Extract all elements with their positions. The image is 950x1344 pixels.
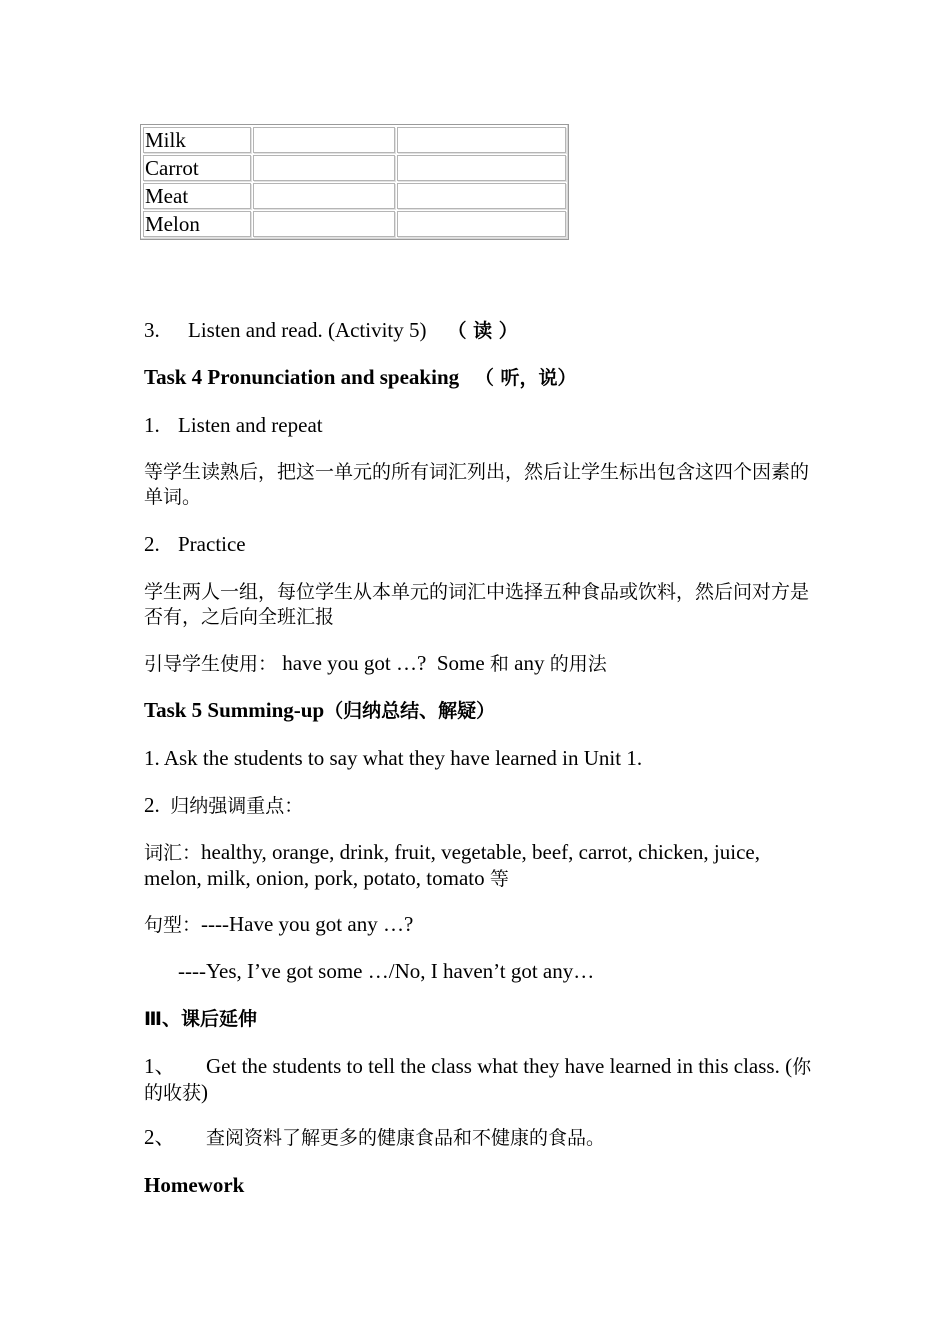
food-table bbox=[140, 124, 569, 240]
heading-note: （归纳总结、解疑） bbox=[324, 700, 496, 722]
listen-read-item bbox=[144, 318, 518, 344]
task4-item-2 bbox=[144, 532, 246, 557]
table-cell-empty bbox=[397, 211, 566, 237]
table-row bbox=[143, 211, 566, 237]
guide-cn: 引导学生使用： bbox=[144, 653, 278, 675]
item-text: Practice bbox=[178, 532, 246, 556]
vocab-list: healthy, orange, drink, fruit, vegetable, beef, carrot, chicken, juice, melon, milk, onion, pork, potato, tomato bbox=[144, 840, 760, 890]
task4-item-1 bbox=[144, 413, 323, 438]
item-text: 查阅资料了解更多的健康食品和不健康的食品。 bbox=[206, 1127, 606, 1149]
guide-cn: 的用法 bbox=[549, 653, 607, 675]
task5-heading bbox=[144, 698, 495, 724]
table-cell-label: Carrot bbox=[143, 155, 251, 181]
vocab-suffix: 等 bbox=[489, 868, 509, 890]
pattern-text: ----Have you got any …? bbox=[201, 912, 414, 936]
table-cell-label: Melon bbox=[143, 211, 251, 237]
table-cell-empty bbox=[253, 155, 395, 181]
table-cell-empty bbox=[397, 155, 566, 181]
vocab-label: 词汇： bbox=[144, 842, 202, 864]
item-note: （ 读 ） bbox=[447, 320, 518, 342]
section-heading-3: Ⅲ、课后延伸 bbox=[144, 1008, 257, 1030]
sentence-pattern-1 bbox=[144, 912, 413, 938]
item-text: Listen and repeat bbox=[178, 413, 323, 437]
task5-item-2 bbox=[144, 793, 303, 819]
homework-heading: Homework bbox=[144, 1173, 245, 1197]
extension-item-2 bbox=[144, 1125, 605, 1151]
extension-item-1 bbox=[144, 1054, 814, 1106]
table-row bbox=[143, 127, 566, 153]
task5-item-1: 1. Ask the students to say what they have learned in Unit 1. bbox=[144, 746, 643, 770]
table-cell-empty bbox=[397, 183, 566, 209]
item-number: 1、 bbox=[144, 1054, 176, 1078]
table-cell-label: Meat bbox=[143, 183, 251, 209]
table-cell-empty bbox=[253, 183, 395, 209]
task4-item-2-desc: 学生两人一组，每位学生从本单元的词汇中选择五种食品或饮料，然后问对方是否有，之后向全班汇报 bbox=[144, 581, 810, 628]
heading-text: Task 4 Pronunciation and speaking bbox=[144, 365, 460, 389]
item-text: 归纳强调重点： bbox=[170, 795, 304, 817]
item-end: ) bbox=[201, 1080, 209, 1104]
item-text: Listen and read. (Activity 5) bbox=[188, 318, 427, 342]
guide-en: have you got …? Some bbox=[277, 651, 490, 675]
guide-line bbox=[144, 651, 607, 677]
table-cell-empty bbox=[397, 127, 566, 153]
pattern-label: 句型： bbox=[144, 914, 202, 936]
item-number: 1. bbox=[144, 413, 160, 437]
table-cell-empty bbox=[253, 211, 395, 237]
vocabulary-paragraph bbox=[144, 840, 814, 892]
sentence-pattern-2: ----Yes, I’ve got some …/No, I haven’t got any… bbox=[178, 959, 595, 983]
table-row bbox=[143, 183, 566, 209]
task4-item-1-desc: 等学生读熟后，把这一单元的所有词汇列出，然后让学生标出包含这四个因素的单词。 bbox=[144, 461, 810, 508]
guide-cn: 和 bbox=[489, 653, 509, 675]
table-cell-empty bbox=[253, 127, 395, 153]
heading-note: （ 听，说） bbox=[474, 367, 577, 389]
item-note: 你的收获 bbox=[144, 1056, 812, 1104]
item-text: Get the students to tell the class what they have learned in this class. ( bbox=[206, 1054, 793, 1078]
heading-text: Task 5 Summing-up bbox=[144, 698, 325, 722]
table-cell-label: Milk bbox=[143, 127, 251, 153]
item-number: 2. bbox=[144, 532, 160, 556]
item-number: 2. bbox=[144, 793, 171, 817]
item-number: 3. bbox=[144, 318, 160, 342]
table-row bbox=[143, 155, 566, 181]
item-number: 2、 bbox=[144, 1125, 176, 1149]
guide-en: any bbox=[508, 651, 550, 675]
task4-heading bbox=[144, 365, 577, 391]
